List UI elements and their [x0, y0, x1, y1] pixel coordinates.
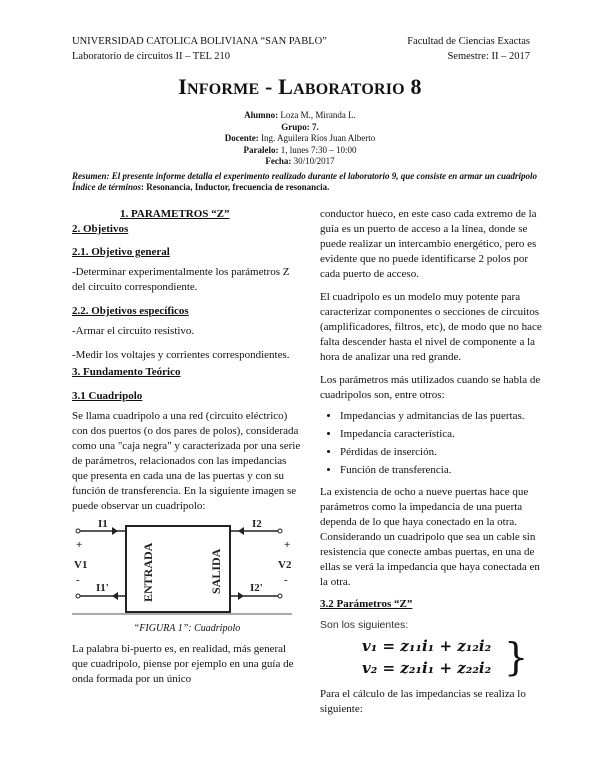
terminal-icon — [278, 529, 282, 533]
page-title: INFORME - LABORATORIO 8 — [178, 74, 422, 99]
arrow-i2-icon — [238, 527, 244, 535]
meta-section: Paralelo: 1, lunes 7:30 – 10:00 — [243, 144, 357, 155]
bipuerto-paragraph: La palabra bi-puerto es, en realidad, más general que cuadripolo, piense por ejemplo en una guía de onda formada por un único — [72, 643, 294, 685]
waveguide-paragraph: conductor hueco, en este caso cada extremo de la guía es un puerto de acceso a la línea, donde se puede realizar un intercambio energético, pero es evidente que no puede identificarse 2 polos por cada puerto de acceso. — [320, 208, 537, 280]
list-item: • Pérdidas de inserción. — [340, 445, 550, 460]
terminal-icon — [278, 594, 282, 598]
arrow-i2p-icon — [238, 592, 244, 600]
specific-objective-2: -Medir los voltajes y corrientes correspondientes. — [72, 349, 290, 361]
faculty-name: Facultad de Ciencias Exactas — [407, 36, 530, 47]
section-3-1-heading: 3.1 Cuadripolo — [72, 390, 143, 402]
list-item: • Función de transferencia. — [340, 463, 550, 478]
right-column — [320, 207, 550, 717]
cuadripolo-figure — [72, 518, 302, 618]
parameters-intro: Los parámetros más utilizados cuando se habla de cuadripolos son, entre otros: — [320, 374, 541, 401]
figure-caption: “FIGURA 1”: Cuadripolo — [133, 623, 241, 634]
report-meta — [0, 110, 600, 168]
brace-icon: } — [504, 635, 529, 679]
model-paragraph: El cuadripolo es un modelo muy potente para caracterizar componentes o secciones de circuitos (amplificadores, filtros, etc), de modo que no hace falta descender hasta el nivel de componente a la hora de analizar una red grande. — [320, 291, 542, 363]
label-i1: I1 — [98, 518, 108, 530]
semester: Semestre: II – 2017 — [447, 51, 530, 62]
minus-left: - — [76, 574, 80, 586]
equation-v2: v₂ = z₂₁i₁ + z₂₂i₂ — [362, 659, 492, 677]
header-left — [72, 34, 327, 64]
z-equations — [362, 635, 550, 681]
index-terms: Índice de términos: Resonancia, Inductor, frecuencia de resonancia. — [72, 182, 330, 192]
meta-group: Grupo: 7. — [281, 121, 319, 132]
label-v1: V1 — [74, 559, 88, 571]
son-los-siguientes: Son los siguientes: — [320, 619, 409, 631]
minus-right: - — [284, 574, 288, 586]
section-2-2-heading: 2.2. Objetivos específicos — [72, 305, 189, 317]
section-2-heading: 2. Objetivos — [72, 223, 129, 235]
list-item: • Impedancias y admitancias de las puertas. — [340, 409, 550, 424]
meta-date: Fecha: 30/10/2017 — [265, 156, 335, 166]
arrow-i1-icon — [112, 527, 118, 535]
ports-paragraph: La existencia de ocho a nueve puertas hace que parámetros como la impedancia de una puerta dependa de lo que haya conectado en la otra. Considerando un cuadripolo que sea un cable sin resistencia que conecte ambas puertas, en una de ellas se verá la impedancia que haya conectada en la otra. — [320, 486, 540, 588]
section-2-1-heading: 2.1. Objetivo general — [72, 246, 170, 258]
section-1-heading: 1. PARAMETROS “Z” — [120, 208, 230, 220]
label-v2: V2 — [278, 559, 292, 571]
label-i1p: I1' — [96, 582, 109, 594]
abstract — [72, 171, 542, 193]
meta-teacher: Docente: Ing. Aguilera Ríos Juan Alberto — [224, 133, 376, 143]
impedance-calc-paragraph: Para el cálculo de las impedancias se realiza lo siguiente: — [320, 688, 526, 715]
abstract-text: Resumen: El presente informe detalla el experimento realizado durante el laboratorio 9, que consiste en armar un cuadripolo — [72, 171, 538, 181]
section-3-2-heading: 3.2 Parámetros “Z” — [320, 598, 413, 610]
terminal-icon — [76, 594, 80, 598]
label-i2: I2 — [252, 518, 262, 530]
label-i2p: I2' — [250, 582, 263, 594]
label-salida: SALIDA — [209, 548, 223, 594]
equation-v1: v₁ = z₁₁i₁ + z₁₂i₂ — [362, 637, 492, 655]
cuadripolo-paragraph: Se llama cuadripolo a una red (circuito eléctrico) con dos puertos (o dos pares de polos), considerada como una "caja negra" y caracterizada por una serie de parámetros, relacionados con las impedancias que presenta en cada una de las puertas y con su función de transferencia. En la siguiente imagen se puede observar un cuadripolo: — [72, 410, 301, 512]
university-name: UNIVERSIDAD CATOLICA BOLIVIANA “SAN PABLO” — [72, 36, 327, 47]
list-item: • Impedancia característica. — [340, 427, 550, 442]
specific-objective-1: -Armar el circuito resistivo. — [72, 325, 195, 337]
course-name: Laboratorio de circuitos II – TEL 210 — [72, 51, 231, 62]
left-column — [72, 207, 302, 687]
arrow-i1p-icon — [112, 592, 118, 600]
label-entrada: ENTRADA — [141, 542, 155, 602]
general-objective: -Determinar experimentalmente los parámetros Z del circuito correspondiente. — [72, 266, 290, 293]
meta-student: Alumno: Loza M., Miranda L. — [244, 110, 356, 120]
parameters-list — [320, 409, 550, 481]
section-3-heading: 3. Fundamento Teórico — [72, 366, 181, 378]
header-right — [407, 34, 530, 64]
plus-right: + — [284, 539, 291, 551]
terminal-icon — [76, 529, 80, 533]
plus-left: + — [76, 539, 83, 551]
